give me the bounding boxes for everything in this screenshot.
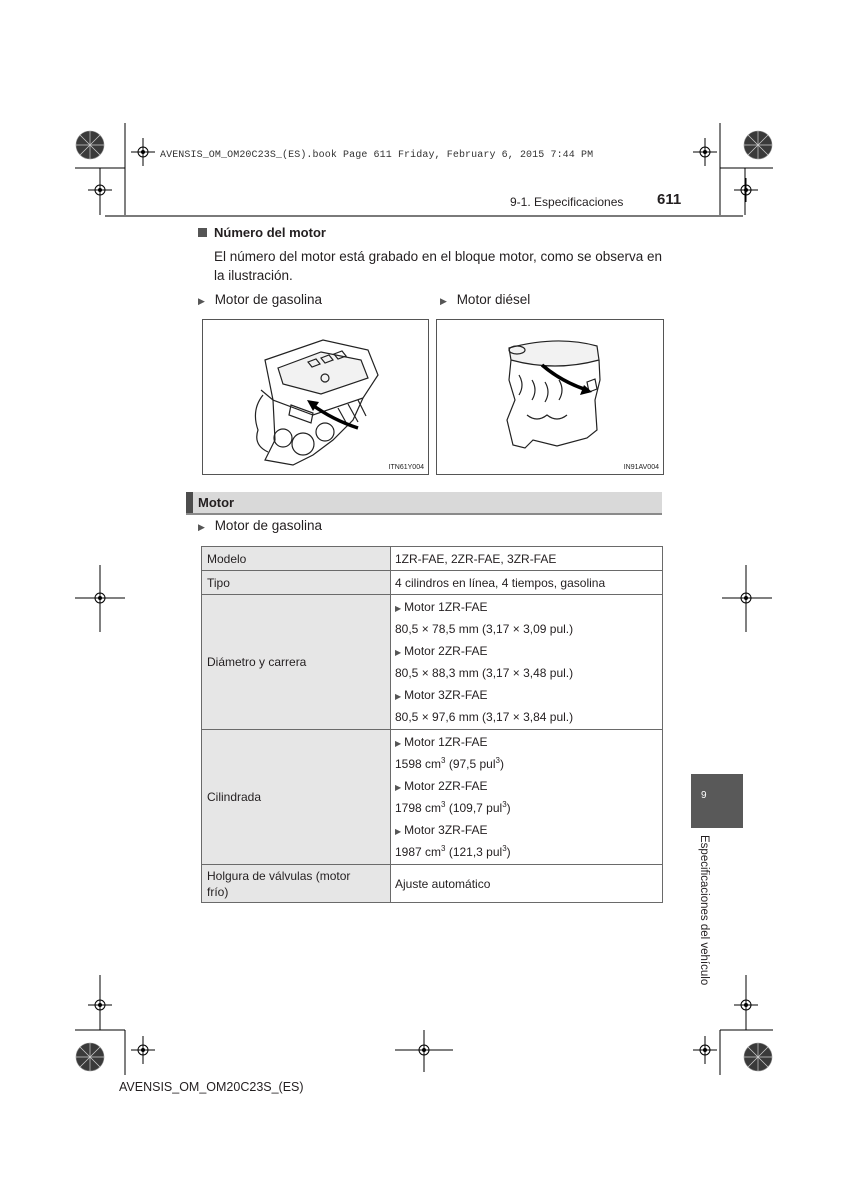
header-section-title: 9-1. Especificaciones [510, 195, 624, 209]
motor-section-accent [186, 492, 193, 513]
gasoline-engine-label-row [198, 292, 322, 307]
spec-value: 4 cilindros en línea, 4 tiempos, gasolina [391, 571, 663, 595]
displacement-imperial: (97,5 pul [445, 757, 496, 771]
engine-variant-label: Motor 2ZR-FAE [404, 644, 488, 658]
diesel-engine-label: Motor diésel [456, 292, 531, 307]
displacement-close: ) [499, 757, 504, 771]
triangle-bullet-icon: ▶ [395, 604, 402, 613]
diesel-engine-figure [436, 319, 664, 475]
displacement-value: 1798 $cm^3$ (109,7 pul$^3$) [395, 800, 511, 815]
section-bullet-icon [198, 228, 207, 237]
motor-subheading: Motor de gasolina [214, 518, 323, 533]
engine-variant-label: Motor 2ZR-FAE [404, 779, 488, 793]
table-row [202, 865, 663, 903]
chapter-tab [691, 774, 743, 828]
engine-variant-label: Motor 1ZR-FAE [404, 600, 488, 614]
triangle-bullet-icon: ▶ [198, 522, 205, 532]
displacement-metric: 1598 cm [395, 757, 442, 771]
chapter-number: 9 [701, 790, 707, 801]
motor-section-title: Motor [198, 495, 235, 510]
displacement-metric: 1798 cm [395, 801, 442, 815]
book-info-line: AVENSIS_OM_OM20C23S_(ES).book Page 611 Friday, February 6, 2015 7:44 PM [160, 150, 594, 161]
engine-variant-label: Motor 3ZR-FAE [404, 823, 488, 837]
section-title: Número del motor [214, 225, 326, 240]
displacement-value: 1987 $cm^3$ (121,3 pul$^3$) [395, 844, 511, 859]
triangle-bullet-icon: ▶ [395, 648, 402, 657]
engine-spec-table [201, 546, 663, 903]
displacement-imperial: (109,7 pul [445, 801, 503, 815]
spec-key: Tipo [202, 571, 391, 595]
triangle-bullet-icon: ▶ [198, 296, 205, 306]
engine-variant-label: Motor 3ZR-FAE [404, 688, 488, 702]
bore-stroke-value: 80,5 × 78,5 mm (3,17 × 3,09 pul.) [395, 622, 574, 636]
triangle-bullet-icon: ▶ [440, 296, 447, 306]
displacement-close: ) [506, 845, 511, 859]
spec-value: 1ZR-FAE, 2ZR-FAE, 3ZR-FAE [391, 547, 663, 571]
motor-subheading-row [198, 518, 322, 533]
triangle-bullet-icon: ▶ [395, 827, 402, 836]
triangle-bullet-icon: ▶ [395, 692, 402, 701]
triangle-bullet-icon: ▶ [395, 739, 402, 748]
table-row [202, 547, 663, 571]
figure-code: ITN61Y004 [388, 464, 424, 471]
motor-section-bar [186, 492, 662, 515]
table-row [202, 595, 663, 730]
spec-value-list [391, 595, 663, 730]
chapter-side-title: Especificaciones del vehículo [698, 835, 710, 986]
spec-key: Holgura de válvulas (motor frío) [202, 865, 391, 903]
diesel-engine-label-row [440, 292, 530, 307]
displacement-close: ) [506, 801, 511, 815]
displacement-value: 1598 $cm^3$ (97,5 pul$^3$) [395, 756, 504, 771]
displacement-imperial: (121,3 pul [445, 845, 503, 859]
gasoline-engine-label: Motor de gasolina [214, 292, 323, 307]
displacement-metric: 1987 cm [395, 845, 442, 859]
footer-doc-code: AVENSIS_OM_OM20C23S_(ES) [119, 1080, 304, 1094]
spec-key: Modelo [202, 547, 391, 571]
spec-key: Diámetro y carrera [202, 595, 391, 730]
engine-number-description: El número del motor está grabado en el bloque motor, como se observa en la ilustración. [214, 249, 663, 283]
spec-key: Cilindrada [202, 730, 391, 865]
header-rule [105, 215, 743, 217]
gasoline-engine-illustration [203, 320, 428, 474]
page-number: 611 [657, 191, 682, 208]
bore-stroke-value: 80,5 × 88,3 mm (3,17 × 3,48 pul.) [395, 666, 574, 680]
table-row [202, 730, 663, 865]
gasoline-engine-figure [202, 319, 429, 475]
table-row [202, 571, 663, 595]
spec-value: Ajuste automático [391, 865, 663, 903]
triangle-bullet-icon: ▶ [395, 783, 402, 792]
figure-code: IN91AV004 [623, 464, 659, 471]
diesel-engine-illustration [437, 320, 663, 474]
bore-stroke-value: 80,5 × 97,6 mm (3,17 × 3,84 pul.) [395, 710, 574, 724]
engine-variant-label: Motor 1ZR-FAE [404, 735, 488, 749]
spec-value-list [391, 730, 663, 865]
